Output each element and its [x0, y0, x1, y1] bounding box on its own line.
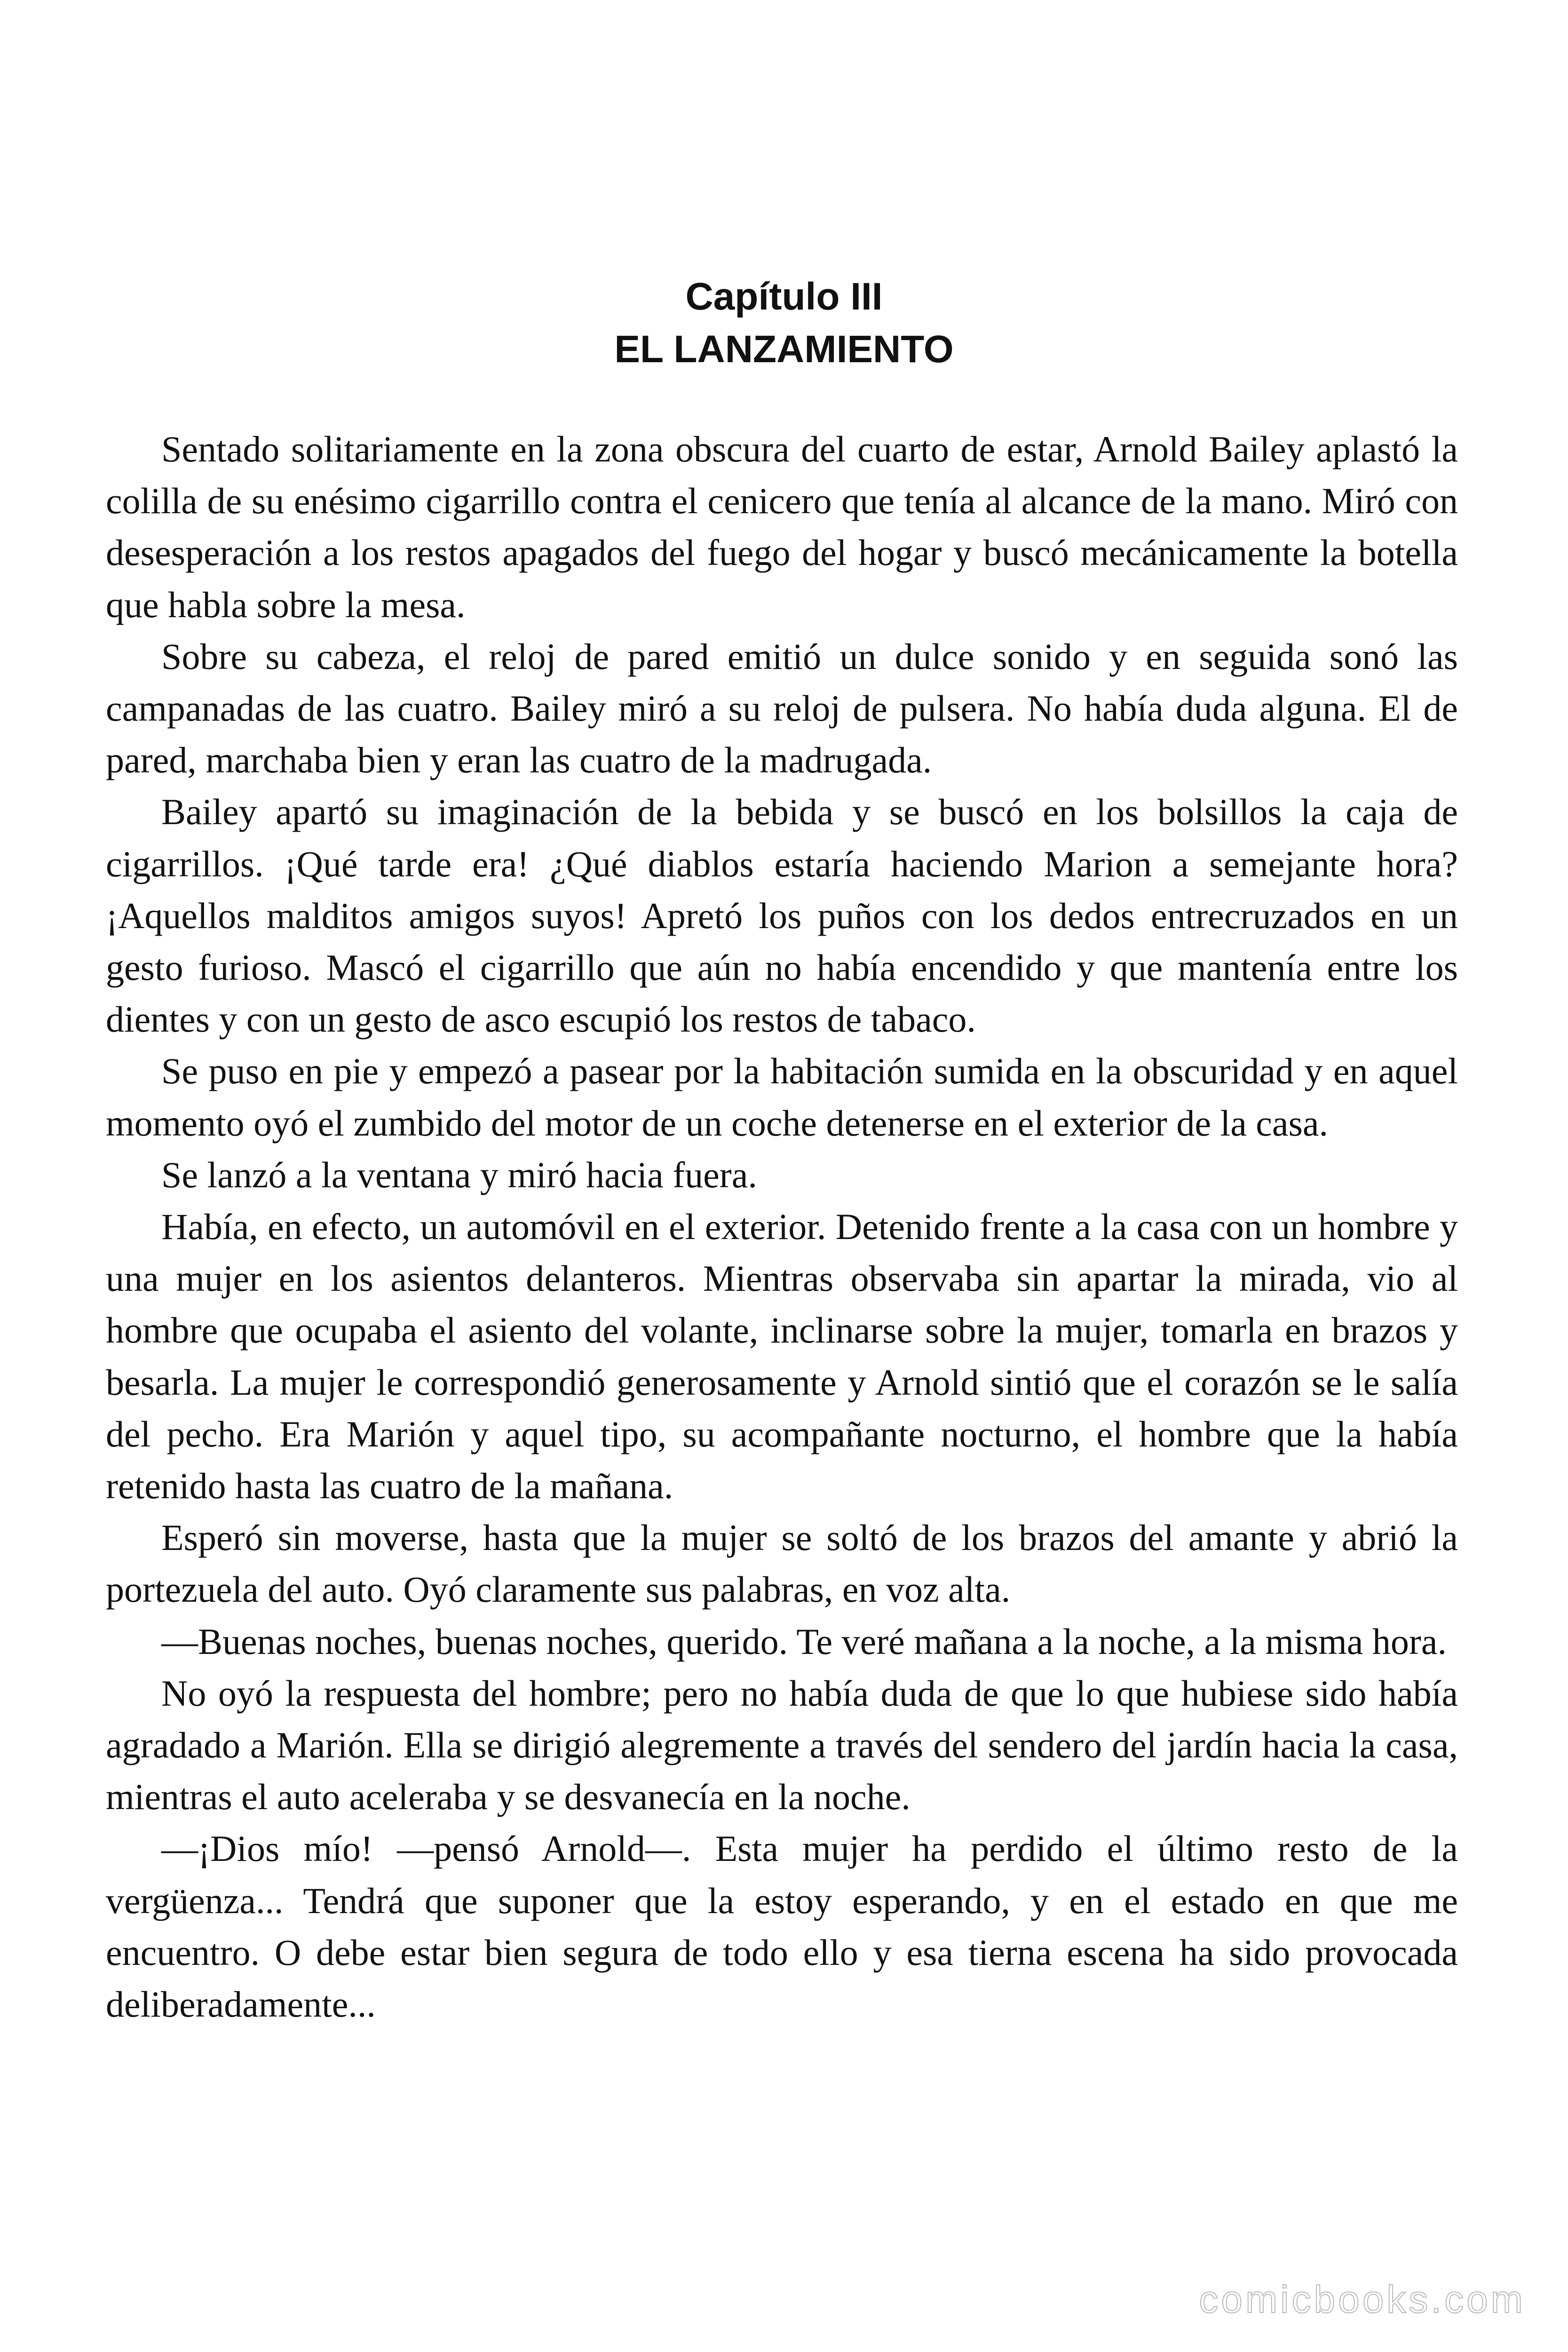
chapter-title: EL LANZAMIENTO	[614, 328, 954, 371]
paragraph: Sentado solitariamente en la zona obscura del cuarto de estar, Arnold Bailey aplastó la colilla de su enésimo cigarrillo contra el cenicero que tenía al alcance de la mano. Miró con desesperación a los restos apagados del fuego del hogar y buscó mecánicamente la botella que habla sobre la mesa.	[106, 429, 1458, 625]
paragraph: Sobre su cabeza, el reloj de pared emitió un dulce sonido y en seguida sonó las campanadas de las cuatro. Bailey miró a su reloj de pulsera. No había duda alguna. El de pared, marchaba bien y eran las cuatro de la madrugada.	[106, 636, 1458, 781]
paragraph: —Buenas noches, buenas noches, querido. Te veré mañana a la noche, a la misma hora.	[161, 1621, 1447, 1662]
paragraph: Esperó sin moverse, hasta que la mujer se soltó de los brazos del amante y abrió la portezuela del auto. Oyó claramente sus palabras, en voz alta.	[106, 1517, 1458, 1610]
paragraph: Se lanzó a la ventana y miró hacia fuera.	[161, 1154, 757, 1195]
paragraph: Había, en efecto, un automóvil en el exterior. Detenido frente a la casa con un hombre y una mujer en los asientos delanteros. Mientras observaba sin apartar la mirada, vio al hombre que ocupaba el asiento del volante, inclinarse sobre la mujer, tomarla en brazos y besarla. La mujer le correspondió generosamente y Arnold sintió que el corazón se le salía del pecho. Era Marión y aquel tipo, su acompañante nocturno, el hombre que la había retenido hasta las cuatro de la mañana.	[106, 1206, 1458, 1507]
chapter-heading	[0, 270, 1568, 376]
paragraph: Bailey apartó su imaginación de la bebida y se buscó en los bolsillos la caja de cigarrillos. ¡Qué tarde era! ¿Qué diablos estaría haciendo Marion a semejante hora? ¡Aquellos malditos amigos suyos! Apretó los puños con los dedos entrecruzados en un gesto furioso. Mascó el cigarrillo que aún no había encendido y que mantenía entre los dientes y con un gesto de asco escupió los restos de tabaco.	[106, 791, 1458, 1040]
paragraph: —¡Dios mío! —pensó Arnold—. Esta mujer ha perdido el último resto de la vergüenza... Tendrá que suponer que la estoy esperando, y en el estado en que me encuentro. O debe estar bien segura de todo ello y esa tierna escena ha sido provocada deliberadamente...	[106, 1828, 1458, 2025]
chapter-number: Capítulo III	[685, 275, 883, 318]
watermark: comicbooks.com	[1199, 2278, 1526, 2321]
body-text	[106, 423, 1458, 2030]
paragraph: No oyó la respuesta del hombre; pero no había duda de que lo que hubiese sido había agradado a Marión. Ella se dirigió alegremente a través del sendero del jardín hacia la casa, mientras el auto aceleraba y se desvanecía en la noche.	[106, 1672, 1458, 1818]
paragraph: Se puso en pie y empezó a pasear por la habitación sumida en la obscuridad y en aquel momento oyó el zumbido del motor de un coche detenerse en el exterior de la casa.	[106, 1050, 1458, 1144]
